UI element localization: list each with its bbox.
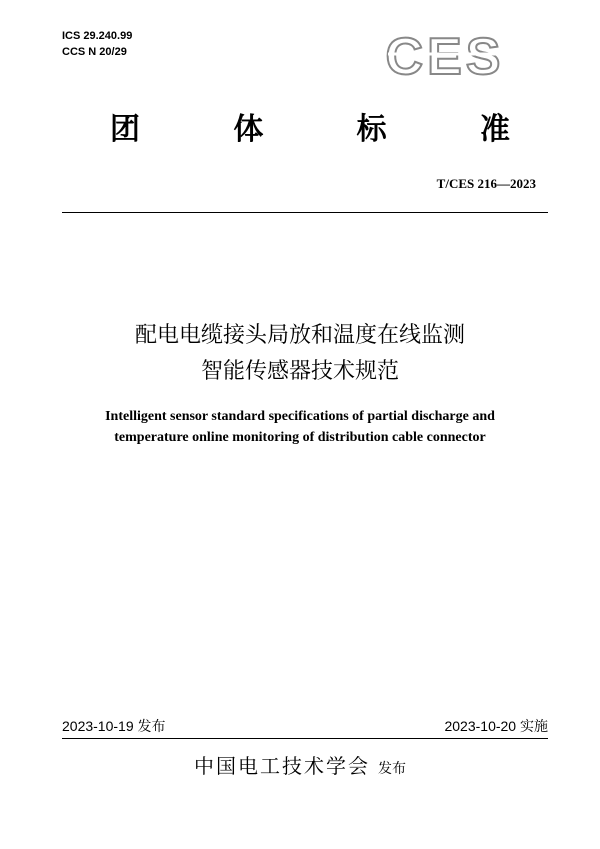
english-title-line-2: temperature online monitoring of distribution cable connector <box>114 430 486 445</box>
publisher-name: 中国电工技术学会 <box>194 754 370 778</box>
english-title-line-1: Intelligent sensor standard specifications of partial discharge and <box>105 409 495 424</box>
header-divider <box>62 212 548 213</box>
issue-date: 2023-10-19 发布 <box>62 718 166 734</box>
chinese-title-line-2: 智能传感器技术规范 <box>200 359 399 384</box>
chinese-title-line-1: 配电电缆接头局放和温度在线监测 <box>134 323 465 348</box>
implementation-date: 2023-10-20 实施 <box>444 718 548 734</box>
doc-type-char-3: 标 <box>356 112 387 147</box>
doc-type-char-1: 团 <box>110 112 140 147</box>
english-title <box>0 406 600 448</box>
publisher <box>0 750 600 779</box>
ics-code: ICS 29.240.99 <box>62 30 133 42</box>
ces-logo-text: CES <box>385 30 505 82</box>
publisher-action: 发布 <box>378 761 406 777</box>
doc-type-char-4: 准 <box>479 112 510 147</box>
chinese-title <box>0 318 600 390</box>
footer-divider <box>62 738 548 739</box>
ces-logo <box>380 30 510 82</box>
doc-type-char-2: 体 <box>233 112 264 147</box>
ccs-code: CCS N 20/29 <box>62 46 127 58</box>
document-type <box>110 106 510 146</box>
standard-number: T/CES 216—2023 <box>436 176 536 191</box>
